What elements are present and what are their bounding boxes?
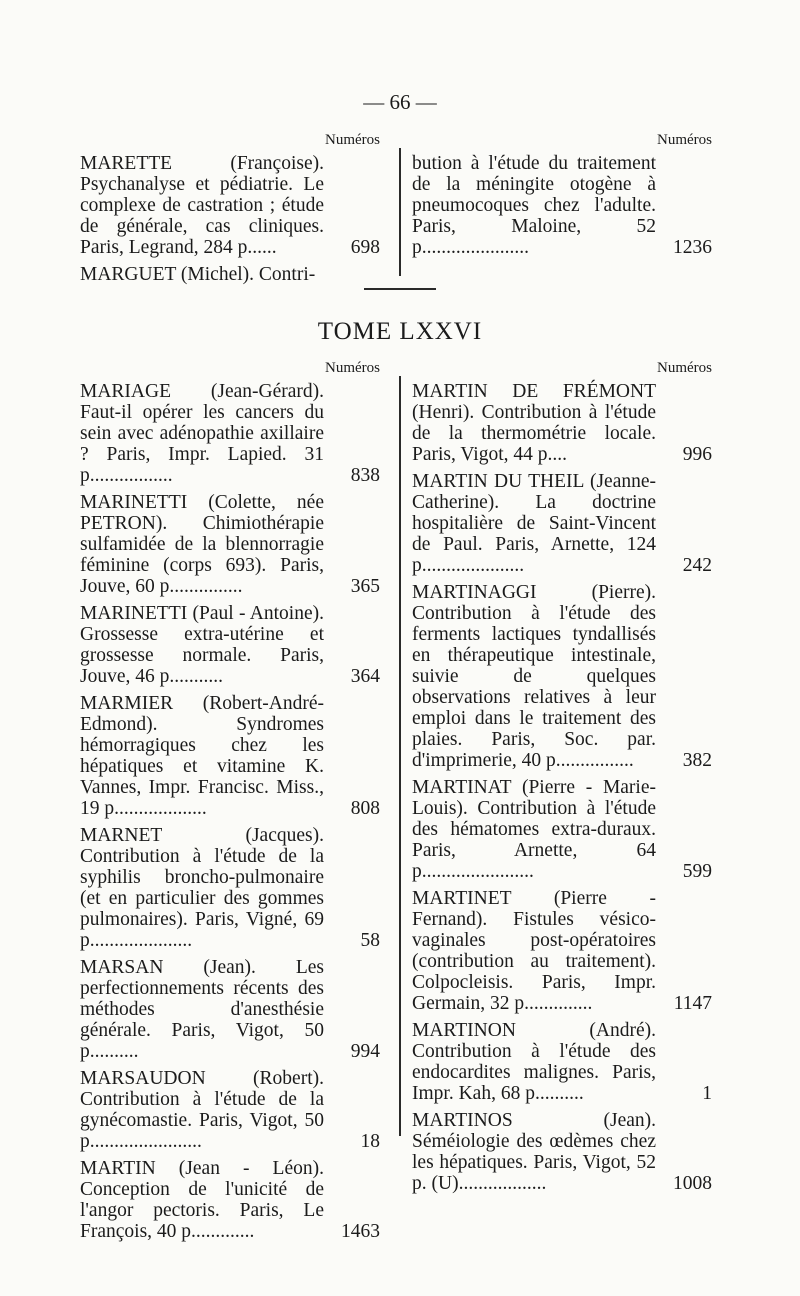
entry-number: 698 (350, 237, 380, 258)
entry-text: MARTINON (André). Contribution à l'étude des endocardites malignes. Paris, Impr. Kah, 68 p.......... (412, 1020, 656, 1104)
entry-text: MARTIN DU THEIL (Jeanne-Catherine). La doctrine hospitalière de Saint-Vincent de Paul. Paris, Arnette, 124 p..................... (412, 471, 656, 576)
column-divider (399, 376, 401, 1136)
entry-text: MARSAUDON (Robert). Contribution à l'étude de la gynécomastie. Paris, Vigot, 50 p....................... (80, 1068, 324, 1152)
top-right-column (412, 132, 712, 264)
top-left-column (80, 132, 380, 291)
index-entry (412, 1020, 712, 1104)
index-entry (80, 693, 380, 819)
entry-number: 364 (350, 666, 380, 687)
entry-text: MARTINAGGI (Pierre). Contribution à l'étude des ferments lactiques tyndallisés en thérapeutique intestinale, suivie de quelques observations relatives à leur emploi dans le traitement des plaies. Paris, Soc. par. d'imprimerie, 40 p................ (412, 582, 656, 771)
entry-text: MARINETTI (Colette, née PETRON). Chimiothérapie sulfamidée de la blennorragie féminine (corps 693). Paris, Jouve, 60 p............... (80, 492, 324, 597)
entry-text: MARTIN (Jean - Léon). Conception de l'unicité de l'angor pectoris. Paris, Le François, 40 p............. (80, 1158, 324, 1242)
section-rule (364, 288, 436, 290)
entry-number: 242 (682, 555, 712, 576)
column-divider (399, 148, 401, 276)
entry-number: 599 (682, 861, 712, 882)
entry-number: 58 (360, 930, 380, 951)
index-entry (412, 471, 712, 576)
entry-text: MARINETTI (Paul - Antoine). Grossesse extra-utérine et grossesse normale. Paris, Jouve, 46 p........... (80, 603, 324, 687)
entry-text: MARSAN (Jean). Les perfectionnements récents des méthodes d'anesthésie générale. Paris, Vigot, 50 p.......... (80, 957, 324, 1062)
entry-text: MARTINOS (Jean). Séméiologie des œdèmes chez les hépatiques. Paris, Vigot, 52 p. (U).................. (412, 1110, 656, 1194)
index-entry (80, 825, 380, 951)
entry-number: 996 (682, 444, 712, 465)
entry-text: MARNET (Jacques). Contribution à l'étude de la syphilis broncho-pulmonaire (et en particulier des gommes pulmonaires). Paris, Vigné, 69 p..................... (80, 825, 324, 951)
entry-number: 382 (682, 750, 712, 771)
column-header: Numéros (657, 132, 712, 148)
index-entry (412, 153, 712, 258)
entry-text: MARTIN DE FRÉMONT (Henri). Contribution à l'étude de la thermométrie locale. Paris, Vigot, 44 p.... (412, 381, 656, 465)
index-entry (412, 1110, 712, 1194)
entry-text: MARMIER (Robert-André-Edmond). Syndromes hémorragiques chez les hépatiques et vitamine K. Vannes, Impr. Francisc. Miss., 19 p................... (80, 693, 324, 819)
index-entry (80, 1068, 380, 1152)
entry-text: MARTINET (Pierre - Fernand). Fistules vésico-vaginales post-opératoires (contribution au traitement). Colpocleisis. Paris, Impr. Germain, 32 p.............. (412, 888, 656, 1014)
index-entry (80, 381, 380, 486)
right-column (412, 360, 712, 1200)
entry-number: 1 (702, 1083, 712, 1104)
index-entry (80, 1158, 380, 1242)
page-number: — 66 — (363, 90, 437, 114)
entry-text: MARETTE (Françoise). Psychanalyse et pédiatrie. Le complexe de castration ; étude de générale, cas cliniques. Paris, Legrand, 284 p...... (80, 153, 324, 258)
tome-title: TOME LXXVI (317, 318, 483, 345)
entry-text: MARGUET (Michel). Contri- (80, 264, 316, 285)
entry-number: 1463 (341, 1221, 380, 1242)
column-header: Numéros (325, 360, 380, 376)
entry-number: 1236 (673, 237, 712, 258)
index-entry (80, 264, 380, 285)
index-entry (80, 603, 380, 687)
entry-number: 838 (350, 465, 380, 486)
index-entry (412, 888, 712, 1014)
entry-number: 808 (350, 798, 380, 819)
entry-text: MARTINAT (Pierre - Marie-Louis). Contribution à l'étude des hématomes extra-duraux. Paris, Arnette, 64 p....................... (412, 777, 656, 882)
index-entry (80, 492, 380, 597)
index-entry (412, 381, 712, 465)
index-entry (80, 957, 380, 1062)
entry-text: MARIAGE (Jean-Gérard). Faut-il opérer les cancers du sein avec adénopathie axillaire ? Paris, Impr. Lapied. 31 p................. (80, 381, 324, 486)
entry-number: 365 (350, 576, 380, 597)
column-header: Numéros (325, 132, 380, 148)
entry-number: 1008 (673, 1173, 712, 1194)
index-entry (80, 153, 380, 258)
column-header: Numéros (657, 360, 712, 376)
index-entry (412, 582, 712, 771)
entry-number: 1147 (673, 993, 712, 1014)
left-column (80, 360, 380, 1248)
entry-number: 18 (360, 1131, 380, 1152)
entry-text: bution à l'étude du traitement de la méningite otogène à pneumocoques chez l'adulte. Paris, Maloine, 52 p...................... (412, 153, 656, 258)
entry-number: 994 (350, 1041, 380, 1062)
index-entry (412, 777, 712, 882)
